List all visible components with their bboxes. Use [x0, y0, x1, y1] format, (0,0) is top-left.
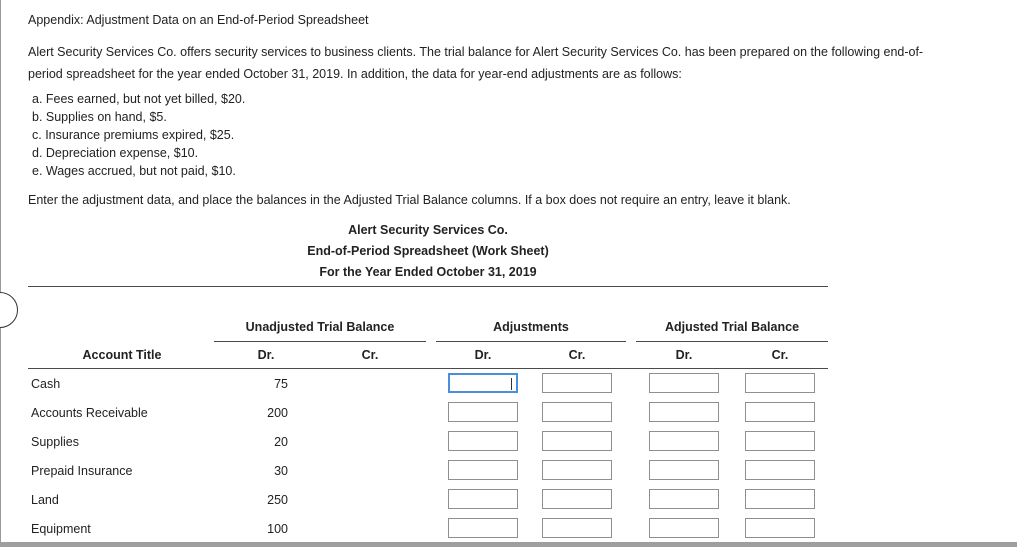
account-accounts-receivable: Accounts Receivable: [31, 406, 148, 420]
adjusted-dr-equipment-input[interactable]: [649, 518, 719, 538]
group-unadjusted-header: Unadjusted Trial Balance: [245, 320, 395, 334]
adjustment-item-d: d. Depreciation expense, $10.: [32, 146, 199, 160]
adjusted-cr-supplies-input[interactable]: [745, 431, 815, 451]
adjustments-dr-accounts-receivable-input[interactable]: [448, 402, 518, 422]
account-cash: Cash: [31, 377, 61, 391]
adjustments-dr-header: Dr.: [474, 348, 492, 362]
account-title-header: Account Title: [82, 348, 162, 362]
adjustments-cr-accounts-receivable-input[interactable]: [542, 402, 612, 422]
adjusted-cr-cash-input[interactable]: [745, 373, 815, 393]
intro-line-2: period spreadsheet for the year ended October 31, 2019. In addition, the data for year-end adjustments are as follows:: [28, 67, 682, 81]
text-caret: [511, 378, 512, 390]
intro-line-1: Alert Security Services Co. offers security services to business clients. The trial balance for Alert Security Services Co. has been prepared on the following end-of-: [28, 45, 924, 59]
group-adjustments-rule: [436, 341, 626, 342]
adjusted-cr-equipment-input[interactable]: [745, 518, 815, 538]
adjusted-dr-prepaid-insurance-input[interactable]: [649, 460, 719, 480]
adjusted-cr-land-input[interactable]: [745, 489, 815, 509]
adjustments-dr-supplies-input[interactable]: [448, 431, 518, 451]
adjustment-item-a: a. Fees earned, but not yet billed, $20.: [32, 92, 246, 106]
group-adjusted-rule: [636, 341, 828, 342]
adjustment-item-c: c. Insurance premiums expired, $25.: [32, 128, 235, 142]
adjusted-dr-accounts-receivable-input[interactable]: [649, 402, 719, 422]
adjusted-cr-header: Cr.: [771, 348, 789, 362]
adjustments-cr-prepaid-insurance-input[interactable]: [542, 460, 612, 480]
adjusted-dr-header: Dr.: [675, 348, 693, 362]
unadjusted-dr-header: Dr.: [257, 348, 275, 362]
unadjusted-dr-accounts-receivable: 200: [267, 406, 288, 420]
company-name: Alert Security Services Co.: [348, 223, 508, 237]
instructions: Enter the adjustment data, and place the balances in the Adjusted Trial Balance columns. If a box does not require an entry, leave it blank.: [28, 193, 791, 207]
column-header-rule: [28, 368, 828, 369]
collapse-toggle-icon[interactable]: [0, 292, 18, 328]
adjustments-dr-equipment-input[interactable]: [448, 518, 518, 538]
adjusted-dr-land-input[interactable]: [649, 489, 719, 509]
adjustments-dr-prepaid-insurance-input[interactable]: [448, 460, 518, 480]
adjustments-cr-land-input[interactable]: [542, 489, 612, 509]
unadjusted-dr-prepaid-insurance: 30: [274, 464, 288, 478]
group-unadjusted-rule: [214, 341, 426, 342]
adjustments-cr-header: Cr.: [568, 348, 586, 362]
group-adjusted-header: Adjusted Trial Balance: [664, 320, 800, 334]
adjustment-item-e: e. Wages accrued, but not paid, $10.: [32, 164, 236, 178]
account-prepaid-insurance: Prepaid Insurance: [31, 464, 133, 478]
adjustments-cr-supplies-input[interactable]: [542, 431, 612, 451]
page-heading: Appendix: Adjustment Data on an End-of-Period Spreadsheet: [28, 13, 369, 27]
adjustments-cr-cash-input[interactable]: [542, 373, 612, 393]
left-border: [0, 0, 1, 547]
unadjusted-cr-header: Cr.: [361, 348, 379, 362]
unadjusted-dr-supplies: 20: [274, 435, 288, 449]
account-land: Land: [31, 493, 59, 507]
account-equipment: Equipment: [31, 522, 91, 536]
adjustments-cr-equipment-input[interactable]: [542, 518, 612, 538]
adjusted-dr-cash-input[interactable]: [649, 373, 719, 393]
worksheet-period: For the Year Ended October 31, 2019: [319, 265, 537, 279]
adjusted-cr-accounts-receivable-input[interactable]: [745, 402, 815, 422]
unadjusted-dr-land: 250: [267, 493, 288, 507]
adjustments-dr-cash-input[interactable]: [448, 373, 518, 393]
adjusted-dr-supplies-input[interactable]: [649, 431, 719, 451]
worksheet-title: End-of-Period Spreadsheet (Work Sheet): [307, 244, 549, 258]
horizontal-scrollbar[interactable]: [0, 542, 1017, 547]
group-adjustments-header: Adjustments: [493, 320, 569, 334]
unadjusted-dr-cash: 75: [274, 377, 288, 391]
account-supplies: Supplies: [31, 435, 79, 449]
adjusted-cr-prepaid-insurance-input[interactable]: [745, 460, 815, 480]
adjustment-item-b: b. Supplies on hand, $5.: [32, 110, 167, 124]
adjustments-dr-land-input[interactable]: [448, 489, 518, 509]
header-rule: [28, 286, 828, 287]
unadjusted-dr-equipment: 100: [267, 522, 288, 536]
